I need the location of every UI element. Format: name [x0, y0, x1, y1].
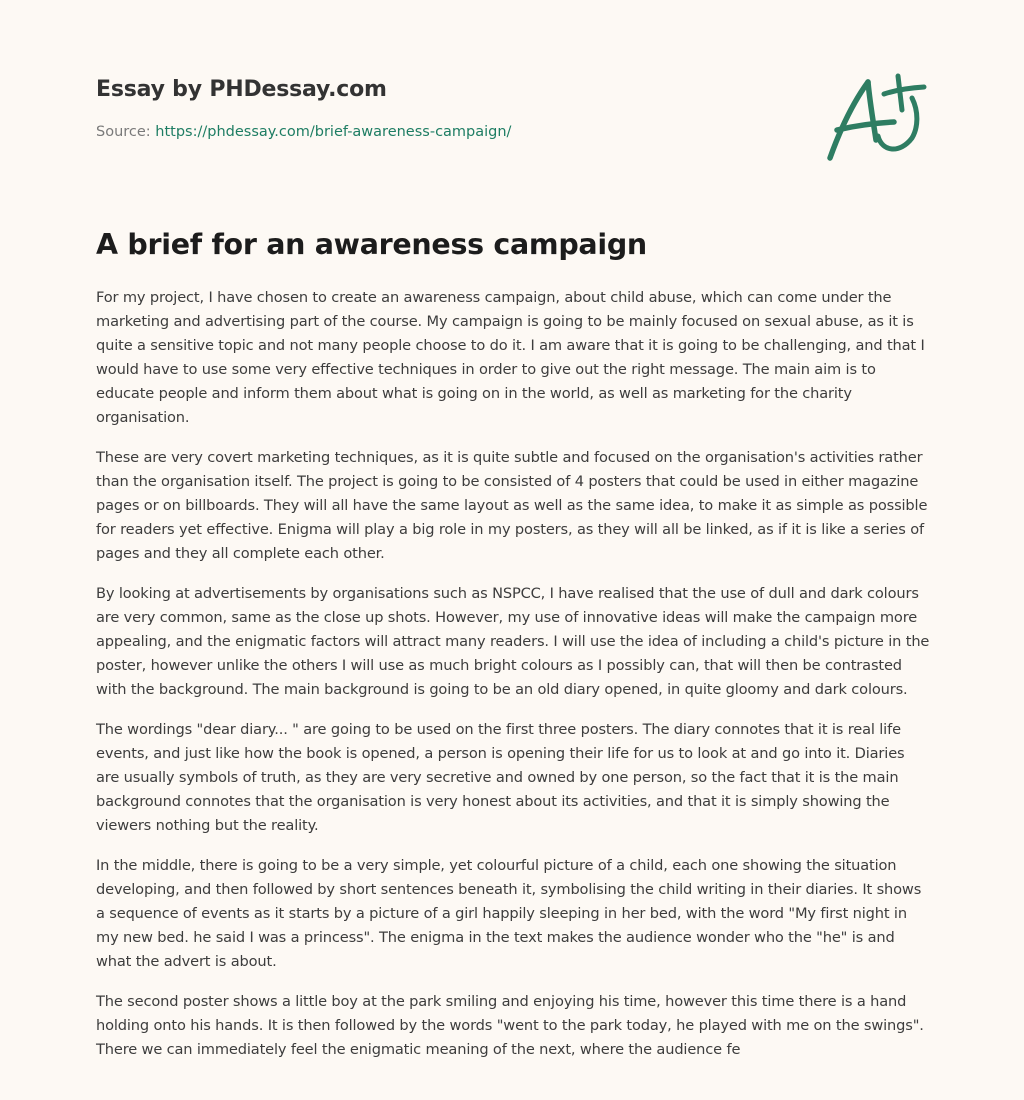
essay-article — [96, 226, 932, 1078]
site-title: Essay by PHDessay.com — [96, 77, 387, 102]
essay-paragraph: For my project, I have chosen to create an awareness campaign, about child abuse, which can come under the marketing and advertising part of the course. My campaign is going to be mainly focused on sexual abuse, as it is quite a sensitive topic and not many people choose to do it. I am aware that it is going to be challenging, and that I would have to use some very effective techniques in order to give out the right message. The main aim is to educate people and inform them about what is going on in the world, as well as marketing for the charity organisation. — [96, 289, 925, 426]
essay-title: A brief for an awareness campaign — [96, 228, 647, 261]
essay-paragraph: These are very covert marketing techniques, as it is quite subtle and focused on the organisation's activities rather than the organisation itself. The project is going to be consisted of 4 posters that could be used in either magazine pages or on billboards. They will all have the same layout as well as the same idea, to make it as simple as possible for readers yet effective. Enigma will play a big role in my posters, as they will all be linked, as if it is like a series of pages and they all complete each other. — [96, 449, 928, 562]
source-label: Source: — [96, 124, 151, 140]
essay-paragraph: By looking at advertisements by organisations such as NSPCC, I have realised that the use of dull and dark colours are very common, same as the close up shots. However, my use of innovative ideas will make the campaign more appealing, and the enigmatic factors will attract many readers. I will use the idea of including a child's picture in the poster, however unlike the others I will use as much bright colours as I possibly can, that will then be contrasted with the background. The main background is going to be an old diary opened, in quite gloomy and dark colours. — [96, 585, 930, 698]
a-plus-grade-icon — [822, 68, 930, 164]
essay-paragraph: The second poster shows a little boy at the park smiling and enjoying his time, however this time there is a hand holding onto his hands. It is then followed by the words "went to the park today, he played with me on the swings". There we can immediately feel the enigmatic meaning of the next, where the audience fe — [96, 993, 924, 1058]
source-link[interactable]: https://phdessay.com/brief-awareness-campaign/ — [155, 124, 512, 140]
source-line — [96, 122, 928, 142]
essay-paragraph: The wordings "dear diary... " are going to be used on the first three posters. The diary connotes that it is real life events, and just like how the book is opened, a person is opening their life for us to look at and go into it. Diaries are usually symbols of truth, as they are very secretive and owned by one person, so the fact that it is the main background connotes that the organisation is very honest about its activities, and that it is simply showing the viewers nothing but the reality. — [96, 721, 905, 834]
essay-paragraph: In the middle, there is going to be a very simple, yet colourful picture of a child, each one showing the situation developing, and then followed by short sentences beneath it, symbolising the child writing in their diaries. It shows a sequence of events as it starts by a picture of a girl happily sleeping in her bed, with the word "My first night in my new bed. he said I was a princess". The enigma in the text makes the audience wonder who the "he" is and what the advert is about. — [96, 857, 922, 970]
essay-header — [96, 76, 928, 142]
